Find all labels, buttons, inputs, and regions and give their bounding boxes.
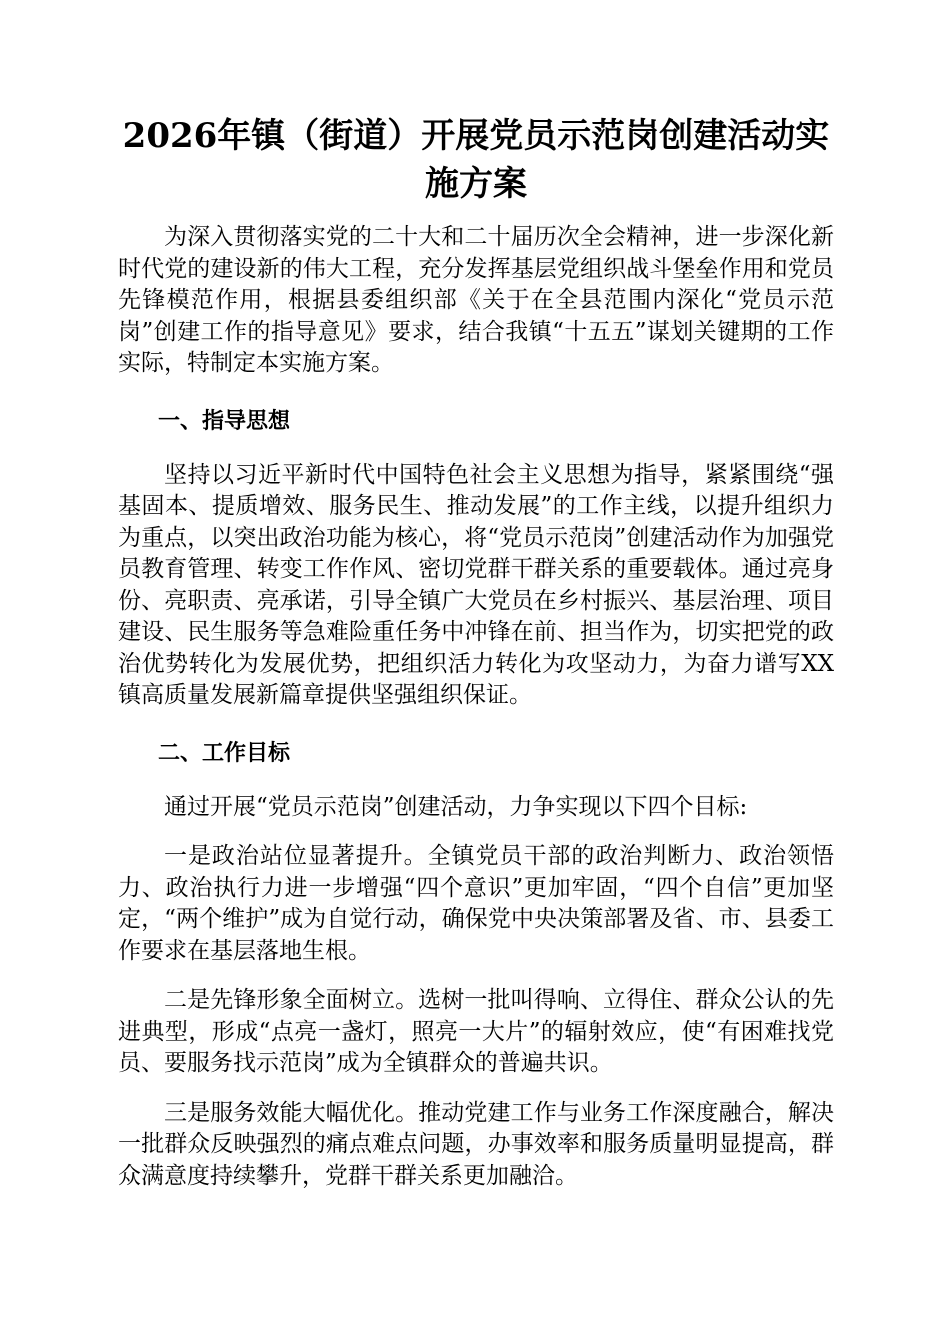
goal-two-paragraph: 二是先锋形象全面树立。选树一批叫得响、立得住、群众公认的先进典型，形成“点亮一盏灯，照亮一大片”的辐射效应，使“有困难找党员、要服务找示范岗”成为全镇群众的普遍共识。 [118,987,834,1076]
document-title [118,112,834,208]
goal-three-paragraph: 三是服务效能大幅优化。推动党建工作与业务工作深度融合，解决一批群众反映强烈的痛点难点问题，办事效率和服务质量明显提高，群众满意度持续攀升，党群干群关系更加融洽。 [118,1099,834,1189]
work-goals-intro-paragraph: 通过开展“党员示范岗”创建活动，力争实现以下四个目标: [164,793,748,820]
intro-paragraph: 为深入贯彻落实党的二十大和二十届历次全会精神，进一步深化新时代党的建设新的伟大工程，充分发挥基层党组织战斗堡垒作用和党员先锋模范作用，根据县委组织部《关于在全县范围内深化“党员示范岗”创建工作的指导意见》要求，结合我镇“十五五”谋划关键期的工作实际，特制定本实施方案。 [118,224,834,376]
section-heading-guiding-ideology: 一、指导思想 [158,408,291,434]
title-line-1: 2026年镇（街道）开展党员示范岗创建活动实 [122,116,830,156]
document-page [118,112,834,1192]
guiding-ideology-paragraph: 坚持以习近平新时代中国特色社会主义思想为指导，紧紧围绕“强基固本、提质增效、服务民生、推动发展”的工作主线，以提升组织力为重点，以突出政治功能为核心，将“党员示范岗”创建活动作为加强党员教育管理、转变工作作风、密切党群干群关系的重要载体。通过亮身份、亮职责、亮承诺，引导全镇广大党员在乡村振兴、基层治理、项目建设、民生服务等急难险重任务中冲锋在前、担当作为，切实把党的政治优势转化为发展优势，把组织活力转化为攻坚动力，为奋力谱写XX镇高质量发展新篇章提供坚强组织保证。 [118,461,834,708]
goal-one-paragraph: 一是政治站位显著提升。全镇党员干部的政治判断力、政治领悟力、政治执行力进一步增强“四个意识”更加牢固，“四个自信”更加坚定，“两个维护”成为自觉行动，确保党中央决策部署及省、市、县委工作要求在基层落地生根。 [118,843,834,964]
title-line-2: 施方案 [425,164,527,204]
section-heading-work-goals: 二、工作目标 [158,740,291,766]
